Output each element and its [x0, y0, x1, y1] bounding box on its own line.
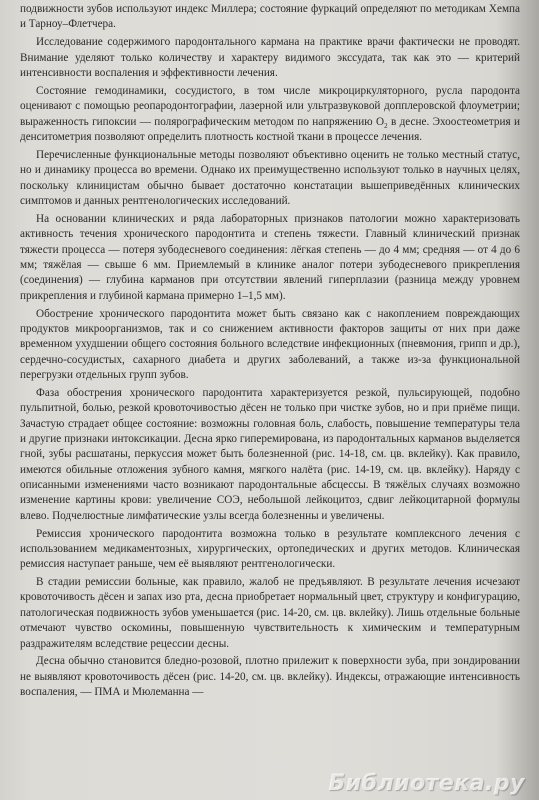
paragraph-8: Ремиссия хронического пародонтита возможна только в результате комплексного лечения с использованием медикаментозных, хирургических, ортопедических и других методов. Клиническая ремиссия наступает раньше, чем её выявляют рентгенологически. — [20, 527, 520, 571]
oxygen-subscript: 2 — [384, 121, 388, 130]
paragraph-9: В стадии ремиссии больные, как правило, жалоб не предъявляют. В результате лечения исчезают кровоточивость дёсен и запах изо рта, десна приобретает нормальный цвет, структуру и конфигурацию, патологическая подвижность зубов уменьшается (рис. 14-20, см. цв. вклейку). Лишь отдельные больные отмечают чувство оскомины, повышенную чувствительность к химическим и температурным раздражителям вследствие рецессии десны. — [20, 576, 520, 650]
paragraph-4: Перечисленные функциональные методы позволяют объективно оценить не только местный статус, но и динамику процесса во времени. Однако их преимущественно используют только в научных целях, поскольку клиницистам обычно бывает достаточно констатации вышеприведённых клинических симптомов и данных рентгенологических исследований. — [20, 148, 520, 207]
paragraph-3-tail: в десне. Эхоостеометрия и денситометрия позволяют определить плотность костной ткани в процессе лечения. — [20, 115, 520, 143]
paragraph-1: подвижности зубов используют индекс Миллера; состояние фуркаций определяют по методикам Хемпа и Тарноу–Флетчера. — [20, 3, 520, 31]
paragraph-3 — [20, 84, 520, 145]
paragraph-6: Обострение хронического пародонтита может быть связано как с накоплением повреждающих продуктов микроорганизмов, так и со снижением активности факторов защиты от них при даже временном ухудшении общего состояния больного вследствие инфекционных (пневмония, грипп и др.), сердечно-сосудистых, сахарного диабета и других заболеваний, а также из-за функциональной перегрузки отдельных групп зубов. — [20, 307, 520, 381]
page-text — [20, 2, 520, 703]
paragraph-2: Исследование содержимого пародонтального кармана на практике врачи фактически не проводят. Внимание уделяют только количеству и характеру видимого экссудата, так как это — критерий интенсивности воспаления и эффективности лечения. — [20, 36, 520, 79]
paragraph-10: Десна обычно становится бледно-розовой, плотно прилежит к поверхности зуба, при зондировании не выявляют кровоточивость дёсен (рис. 14-20, см. цв. вклейку). Индексы, отражающие интенсивность воспаления, — ПМА и Мюлеманна — — [20, 655, 520, 699]
watermark-logo: Библиотека.ру — [328, 771, 525, 796]
paragraph-5: На основании клинических и ряда лабораторных признаков патологии можно характеризовать активность течения хронического пародонтита и степень тяжести. Главный клинический признак тяжести процесса — потеря зубодесневого соединения: лёгкая степень — до 4 мм; средняя — от 4 до 6 мм; тяжёлая — свыше 6 мм. Приемлемый в клинике аналог потери зубодесневого прикрепления (соединения) — глубина карманов при отсутствии явлений гиперплазии (разница между уровнем прикрепления и глубиной кармана примерно 1–1,5 мм). — [20, 212, 520, 302]
paragraph-3-text: Состояние гемодинамики, сосудистого, в том числе микроциркуляторного, русла пародонта оценивают с помощью реопародонтографии, лазерной или ультразвуковой допплеровской флоуметрии; выраженность гипоксии — полярографическим методом по напряжению O — [20, 84, 520, 128]
paragraph-7: Фаза обострения хронического пародонтита характеризуется резкой, пульсирующей, подобно пульпитной, болью, резкой кровоточивостью дёсен не только при чистке зубов, но и при приёме пищи. Зачастую страдает общее состояние: возможны головная боль, слабость, повышение температуры тела и другие признаки интоксикации. Десна ярко гиперемирована, из пародонтальных карманов выделяется гной, зубы расшатаны, перкуссия может быть болезненной (рис. 14-18, см. цв. вклейку). Как правило, имеются обильные отложения зубного камня, мягкого налёта (рис. 14-19, см. цв. вклейку). Наряду с описанными изменениями часто возникают пародонтальные абсцессы. В тяжёлых случаях возможно изменение картины крови: увеличение СОЭ, небольшой лейкоцитоз, сдвиг лейкоцитарной формулы влево. Подчелюстные лимфатические узлы всегда болезненны и увеличены. — [20, 386, 520, 522]
